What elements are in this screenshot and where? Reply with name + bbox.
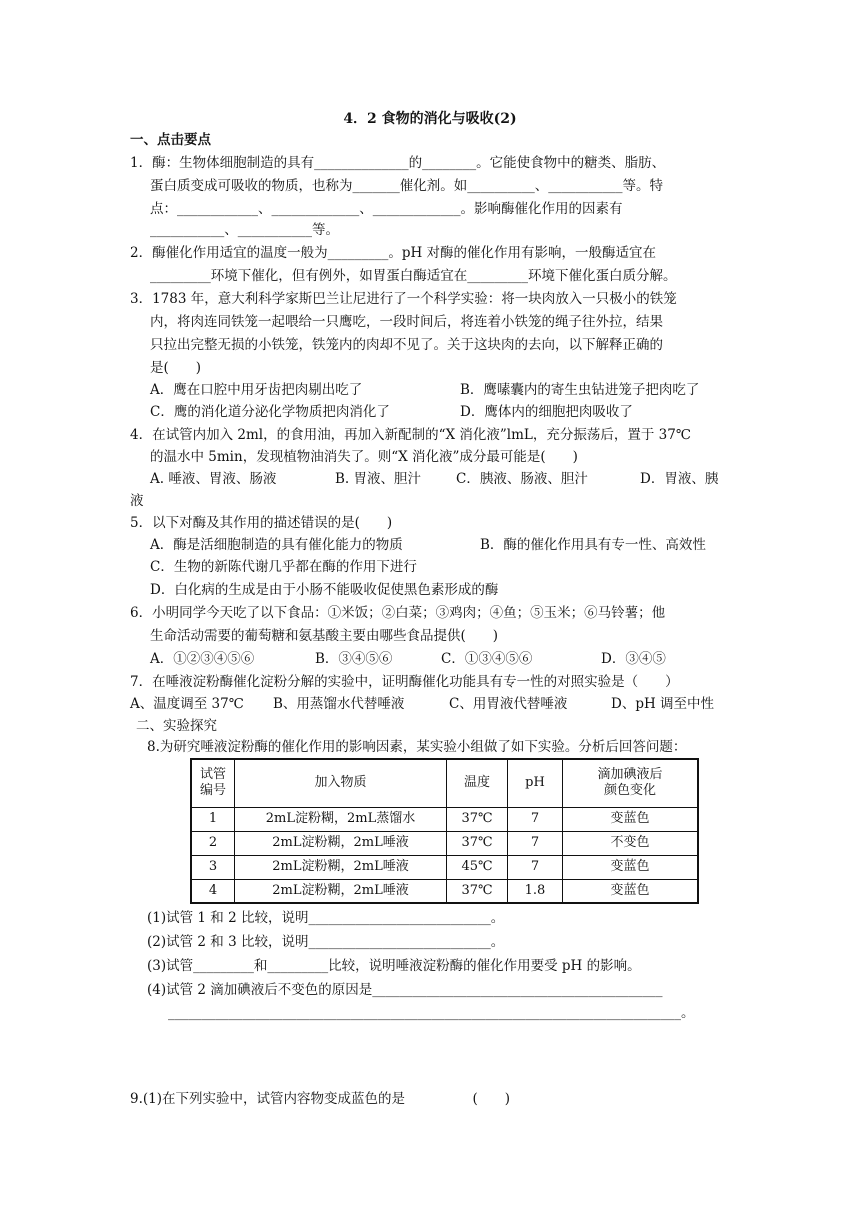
- q6-line: 6．小明同学今天吃了以下食品：①米饭；②白菜；③鸡肉；④鱼；⑤玉米；⑥马铃薯；他: [130, 605, 666, 621]
- table-cell: 2mL淀粉糊，2mL唾液: [235, 831, 447, 855]
- table-header-cell: pH: [508, 759, 563, 807]
- table-cell: 37℃: [447, 831, 508, 855]
- table-header-row: [191, 759, 698, 807]
- table-row: [191, 855, 698, 879]
- q7-option-b: B、用蒸馏水代替唾液: [273, 696, 405, 712]
- section-heading-experiment: 二、实验探究: [136, 718, 217, 734]
- q3-option-b: B．鹰嗉囊内的寄生虫钻进笼子把肉吃了: [460, 382, 700, 398]
- q4-option-d-tail: 液: [130, 493, 144, 509]
- q4-option-c: C．胰液、肠液、胆汁: [456, 471, 588, 487]
- q8-sub-3: (3)试管_________和_________比较，说明唾液淀粉酶的催化作用要受 pH 的影响。: [147, 958, 641, 974]
- table-row: [191, 879, 698, 903]
- q4-line: 的温水中 5min，发现植物油消失了。则“X 消化液”成分最可能是( ): [150, 449, 578, 465]
- q3-option-a: A．鹰在口腔中用牙齿把肉剔出吃了: [150, 382, 363, 398]
- table-cell: 1.8: [508, 879, 563, 903]
- table-cell: 2mL淀粉糊，2mL唾液: [235, 855, 447, 879]
- q6-line: 生命活动需要的葡萄糖和氨基酸主要由哪些食品提供( ): [150, 628, 499, 644]
- q7-line: 7．在唾液淀粉酶催化淀粉分解的实验中，证明酶催化功能具有专一性的对照实验是（ ）: [130, 674, 679, 690]
- table-cell: 不变色: [563, 831, 699, 855]
- q8-line: 8.为研究唾液淀粉酶的催化作用的影响因素，某实验小组做了如下实验。分析后回答问题：: [147, 739, 687, 755]
- table-cell: 2mL淀粉糊，2mL蒸馏水: [235, 807, 447, 831]
- q3-line: 只拉出完整无损的小铁笼，铁笼内的肉却不见了。关于这块肉的去向，以下解释正确的: [150, 337, 663, 353]
- q1-line: ___________、___________等。: [150, 222, 339, 238]
- q1-line: 1．酶：生物体细胞制造的具有______________的________。它能使食物中的糖类、脂肪、: [130, 155, 666, 171]
- q8-sub-2: (2)试管 2 和 3 比较，说明___________________________。: [147, 934, 505, 950]
- q5-option-b: B．酶的催化作用具有专一性、高效性: [480, 537, 706, 553]
- table-header-cell: 加入物质: [235, 759, 447, 807]
- q6-option-a: A．①②③④⑤⑥: [150, 651, 255, 667]
- q1-line: 蛋白质变成可吸收的物质，也称为_______催化剂。如__________、___________等。特: [150, 178, 663, 194]
- q5-option-d: D．白化病的生成是由于小肠不能吸收促使黑色素形成的酶: [150, 582, 499, 598]
- table-header-cell: 试管 编号: [191, 759, 235, 807]
- table-cell: 45℃: [447, 855, 508, 879]
- section-heading-key-points: 一、点击要点: [130, 132, 211, 148]
- table-cell: 7: [508, 807, 563, 831]
- table-cell: 37℃: [447, 879, 508, 903]
- table-header-cell: 温度: [447, 759, 508, 807]
- q7-option-a: A、温度调至 37℃: [130, 696, 244, 712]
- table-cell: 3: [191, 855, 235, 879]
- q1-line: 点：____________、_____________、_____________。影响酶催化作用的因素有: [150, 201, 623, 217]
- q6-option-c: C．①③④⑤⑥: [441, 651, 533, 667]
- q4-option-d: D．胃液、胰: [640, 471, 719, 487]
- q3-option-c: C．鹰的消化道分泌化学物质把肉消化了: [150, 404, 390, 420]
- table-cell: 37℃: [447, 807, 508, 831]
- table-cell: 变蓝色: [563, 879, 699, 903]
- q4-option-a: A. 唾液、胃液、肠液: [150, 471, 277, 487]
- q3-line: 内，将肉连同铁笼一起喂给一只鹰吃，一段时间后，将连着小铁笼的绳子往外拉，结果: [150, 314, 663, 330]
- q8-sub-4-continued: ____________________________________________________________________________。: [168, 1005, 695, 1021]
- q3-line: 是( ): [150, 360, 202, 376]
- q7-option-d: D、pH 调至中性: [611, 696, 715, 712]
- table-cell: 7: [508, 855, 563, 879]
- table-row: [191, 807, 698, 831]
- experiment-table: [190, 758, 699, 904]
- q4-line: 4．在试管内加入 2ml，的食用油，再加入新配制的“X 消化液”lmL，充分振荡后，置于 37℃: [130, 427, 691, 443]
- page-title: 4．2 食物的消化与吸收(2): [343, 111, 517, 127]
- table-cell: 4: [191, 879, 235, 903]
- table-header-cell: 滴加碘液后 颜色变化: [563, 759, 699, 807]
- table-cell: 2: [191, 831, 235, 855]
- table-cell: 2mL淀粉糊，2mL唾液: [235, 879, 447, 903]
- q2-line: 2．酶催化作用适宜的温度一般为_________。pH 对酶的催化作用有影响，一般酶适宜在: [130, 245, 657, 261]
- q5-option-a: A．酶是活细胞制造的具有催化能力的物质: [150, 537, 403, 553]
- q8-sub-1: (1)试管 1 和 2 比较，说明___________________________。: [147, 910, 505, 926]
- q7-option-c: C、用胃液代替唾液: [449, 696, 568, 712]
- table-cell: 变蓝色: [563, 807, 699, 831]
- q2-line: _________环境下催化，但有例外，如胃蛋白酶适宜在_________环境下催化蛋白质分解。: [150, 268, 677, 284]
- q4-option-b: B. 胃液、胆汁: [335, 471, 422, 487]
- q8-sub-4: (4)试管 2 滴加碘液后不变色的原因是___________________________________________: [147, 982, 663, 998]
- q3-line: 3．1783 年，意大利科学家斯巴兰让尼进行了一个科学实验：将一块肉放入一只极小的铁笼: [130, 291, 677, 307]
- q6-option-d: D．③④⑤: [601, 651, 666, 667]
- q5-line: 5．以下对酶及其作用的描述错误的是( ): [130, 515, 393, 531]
- q5-option-c: C．生物的新陈代谢几乎都在酶的作用下进行: [150, 559, 417, 575]
- q6-option-b: B．③④⑤⑥: [315, 651, 393, 667]
- q9-line: 9.(1)在下列实验中，试管内容物变成蓝色的是 ( ): [130, 1091, 511, 1107]
- table-cell: 变蓝色: [563, 855, 699, 879]
- q3-option-d: D．鹰体内的细胞把肉吸收了: [460, 404, 633, 420]
- table-cell: 7: [508, 831, 563, 855]
- table-cell: 1: [191, 807, 235, 831]
- table-row: [191, 831, 698, 855]
